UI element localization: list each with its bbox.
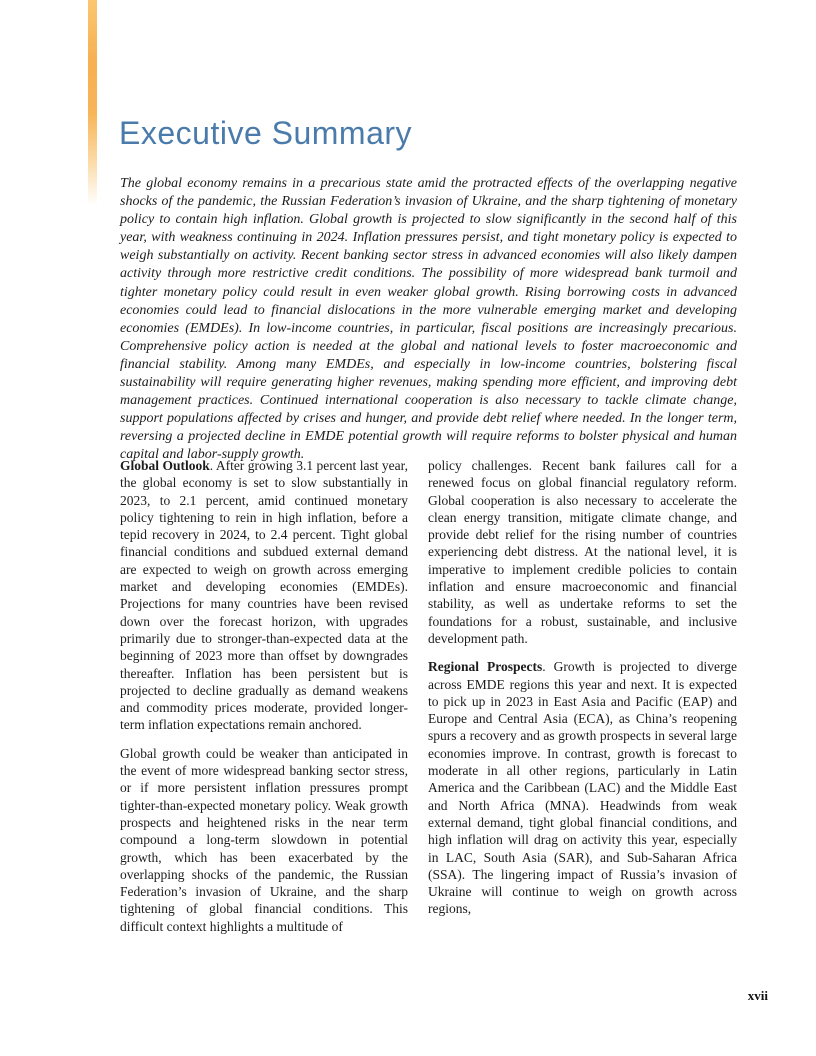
paragraph-text: Global growth could be weaker than anticipated in the event of more widespread banking sector stress, or if more persistent inflation pressures prompt tighter-than-expected monetary policy. Weak growth prospects and heightened risks in the near term compound a long-term slowdown in potential growth, which has been exacerbated by the overlapping shocks of the pandemic, the Russian Federation’s invasion of Ukraine, and the sharp tightening of global financial conditions. This difficult context highlights a multitude of (120, 745, 408, 934)
page-title: Executive Summary (119, 115, 413, 152)
paragraph-text: . After growing 3.1 percent last year, the global economy is set to slow substantially in 2023, to 2.1 percent, amid continued monetary policy tightening to rein in high inflation, before a tepid recovery in 2024, to 2.4 percent. Tight global financial conditions and subdued external demand are expected to weigh on growth across emerging market and developing economies (EMDEs). Projections for many countries have been revised down over the forecast horizon, with upgrades primarily due to stronger-than-expected data at the beginning of 2023 more than offset by downgrades thereafter. Inflation has been persistent but is projected to decline gradually as demand weakens and commodity prices moderate, provided longer-term inflation expectations remain anchored. (120, 458, 408, 733)
accent-gradient-bar (88, 0, 97, 205)
column-right (428, 457, 737, 946)
paragraph-global-growth-risks (120, 745, 408, 935)
paragraph-text: policy challenges. Recent bank failures call for a renewed focus on global financial regulatory reform. Global cooperation is also necessary to accelerate the clean energy transition, mitigate climate change, and provide debt relief for the rising number of countries experiencing debt distress. At the national level, it is imperative to implement credible policies to contain inflation and ensure macroeconomic and financial stability, as well as undertake reforms to set the foundations for a robust, sustainable, and inclusive development path. (428, 458, 737, 646)
column-left (120, 457, 408, 946)
page-number: xvii (747, 988, 768, 1003)
paragraph-policy-challenges (428, 457, 737, 647)
paragraph-lead: Regional Prospects (428, 659, 543, 675)
paragraph-lead: Global Outlook (120, 458, 210, 473)
lead-summary-paragraph: The global economy remains in a precarious state amid the protracted effects of the overlapping negative shocks of the pandemic, the Russian Federation’s invasion of Ukraine, and the sharp tightening of monetary policy to contain high inflation. Global growth is projected to slow significantly in the second half of this year, with weakness continuing in 2024. Inflation pressures persist, and tight monetary policy is expected to weigh substantially on activity. Recent banking sector stress in advanced economies will also likely dampen activity through more restrictive credit conditions. The possibility of more widespread bank turmoil and tighter monetary policy could result in even weaker global growth. Rising borrowing costs in advanced economies could lead to financial dislocations in the more vulnerable emerging market and developing economies (EMDEs). In low-income countries, in particular, fiscal positions are increasingly precarious. Comprehensive policy action is needed at the global and national levels to foster macroeconomic and financial stability. Among many EMDEs, and especially in low-income countries, bolstering fiscal sustainability will require generating higher revenues, making spending more efficient, and improving debt management practices. Continued international cooperation is also necessary to tackle climate change, support populations affected by crises and hunger, and provide debt relief where needed. In the longer term, reversing a projected decline in EMDE potential growth will require reforms to bolster physical and human capital and labor-supply growth. (120, 176, 737, 463)
paragraph-global-outlook (120, 457, 408, 734)
paragraph-regional-prospects (428, 658, 737, 917)
two-column-body (120, 457, 737, 946)
paragraph-text: . Growth is projected to diverge across EMDE regions this year and next. It is expected to pick up in 2023 in East Asia and Pacific (EAP) and Europe and Central Asia (ECA), as China’s reopening spurs a recovery and as growth prospects in several large economies improve. In contrast, growth is forecast to moderate in all other regions, particularly in Latin America and the Caribbean (LAC) and the Middle East and North Africa (MNA). Headwinds from weak external demand, tight global financial conditions, and high inflation will drag on activity this year, especially in LAC, South Asia (SAR), and Sub-Saharan Africa (SSA). The lingering impact of Russia’s invasion of Ukraine will continue to weigh on growth across regions, (428, 659, 737, 917)
